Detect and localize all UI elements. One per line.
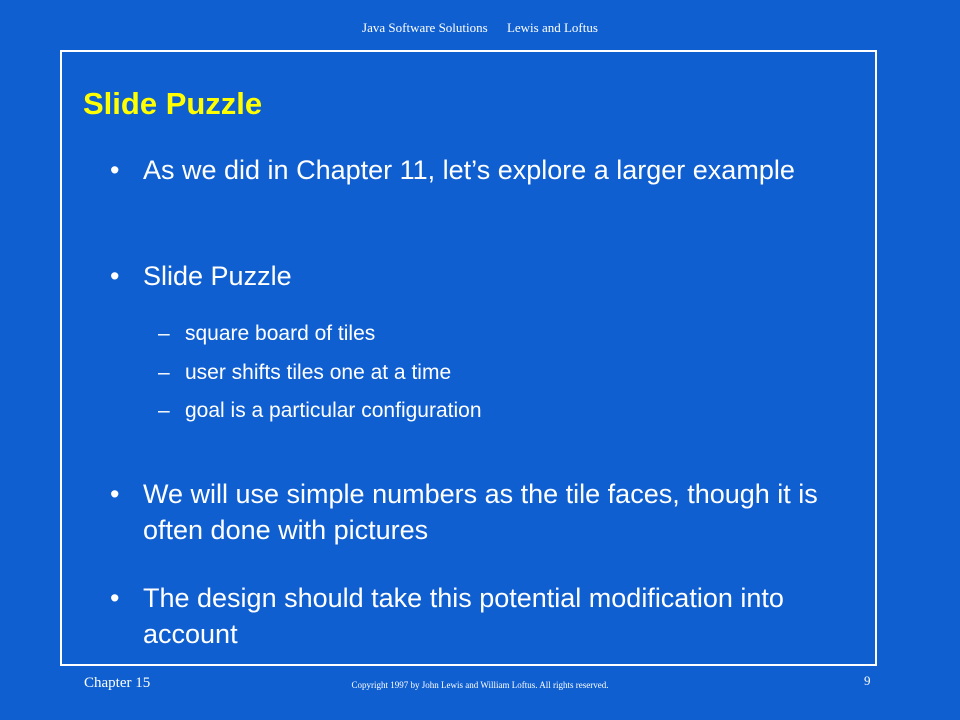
chapter-label: Chapter 15 (84, 675, 151, 691)
slide-header (0, 20, 960, 36)
bullet-mark: • (110, 261, 120, 291)
sub-bullet-text: user shifts tiles one at a time (185, 361, 452, 384)
sub-bullet-text: goal is a particular configuration (185, 399, 482, 422)
bullet-item (110, 258, 850, 294)
sub-bullet-mark: – (158, 322, 170, 345)
slide-title: Slide Puzzle (83, 86, 263, 121)
sub-bullet-text: square board of tiles (185, 322, 376, 345)
bullet-item (110, 152, 850, 188)
page-number: 9 (864, 673, 871, 688)
bullet-text: We will use simple numbers as the tile faces, though it is often done with pictures (143, 479, 818, 545)
sub-bullet-mark: – (158, 361, 170, 384)
sub-bullet-mark: – (158, 399, 170, 422)
copyright-notice: Copyright 1997 by John Lewis and William Loftus. All rights reserved. (351, 680, 609, 690)
bullet-item (110, 580, 850, 652)
sub-bullet-item (158, 321, 375, 347)
book-title: Java Software Solutions (362, 20, 488, 35)
bullet-mark: • (110, 583, 120, 613)
sub-bullet-item (158, 398, 482, 424)
slide-frame (60, 50, 877, 666)
bullet-item (110, 476, 850, 548)
bullet-text: Slide Puzzle (143, 261, 292, 291)
bullet-mark: • (110, 479, 120, 509)
sub-bullet-item (158, 360, 451, 386)
bullet-text: As we did in Chapter 11, let’s explore a larger example (143, 155, 795, 185)
bullet-mark: • (110, 155, 120, 185)
authors: Lewis and Loftus (506, 20, 598, 35)
bullet-text: The design should take this potential modification into account (143, 583, 784, 649)
